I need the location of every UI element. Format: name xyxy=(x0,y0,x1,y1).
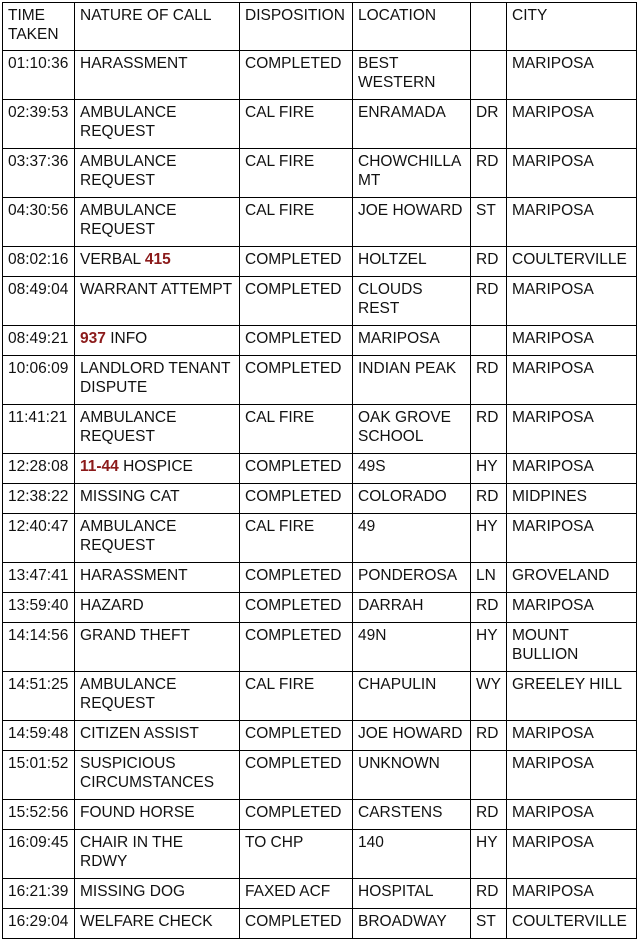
cell-suffix: WY xyxy=(471,672,507,721)
cell-disposition: CAL FIRE xyxy=(240,100,353,149)
cell-city: MARIPOSA xyxy=(507,100,637,149)
cell-location: CLOUDS REST xyxy=(353,277,471,326)
cell-time: 15:52:56 xyxy=(3,800,75,830)
cell-disposition: COMPLETED xyxy=(240,751,353,800)
cell-city: MARIPOSA xyxy=(507,879,637,909)
table-row xyxy=(3,672,637,721)
header-nature: NATURE OF CALL xyxy=(75,3,240,51)
table-row xyxy=(3,514,637,563)
cell-nature xyxy=(75,623,240,672)
cell-city: COULTERVILLE xyxy=(507,247,637,277)
nature-text: AMBULANCE REQUEST xyxy=(80,202,177,238)
nature-text: CHAIR IN THE RDWY xyxy=(80,834,184,870)
cell-disposition: COMPLETED xyxy=(240,484,353,514)
cell-time: 16:29:04 xyxy=(3,909,75,939)
cell-suffix: RD xyxy=(471,721,507,751)
header-suffix xyxy=(471,3,507,51)
nature-text: VERBAL xyxy=(80,251,141,268)
cell-city: MARIPOSA xyxy=(507,830,637,879)
cell-disposition: CAL FIRE xyxy=(240,514,353,563)
cell-city: GROVELAND xyxy=(507,563,637,593)
cell-location: CHOWCHILLA MT xyxy=(353,149,471,198)
cell-suffix: RD xyxy=(471,356,507,405)
table-row xyxy=(3,484,637,514)
cell-disposition: COMPLETED xyxy=(240,563,353,593)
nature-text: MISSING CAT xyxy=(80,488,180,505)
cell-suffix: RD xyxy=(471,593,507,623)
cell-location: OAK GROVE SCHOOL xyxy=(353,405,471,454)
cell-location: 49N xyxy=(353,623,471,672)
cell-nature xyxy=(75,751,240,800)
cell-suffix: RD xyxy=(471,879,507,909)
cell-location: 49S xyxy=(353,454,471,484)
cell-nature xyxy=(75,51,240,100)
cell-location: INDIAN PEAK xyxy=(353,356,471,405)
cell-city: MARIPOSA xyxy=(507,51,637,100)
cell-suffix: RD xyxy=(471,247,507,277)
cell-nature xyxy=(75,830,240,879)
table-row xyxy=(3,277,637,326)
cell-location: 49 xyxy=(353,514,471,563)
cell-city: GREELEY HILL xyxy=(507,672,637,721)
call-log-body xyxy=(3,51,637,939)
table-row xyxy=(3,830,637,879)
cell-suffix xyxy=(471,751,507,800)
cell-nature xyxy=(75,247,240,277)
cell-time: 12:38:22 xyxy=(3,484,75,514)
table-row xyxy=(3,100,637,149)
cell-city: MARIPOSA xyxy=(507,326,637,356)
cell-time: 13:59:40 xyxy=(3,593,75,623)
cell-city: MARIPOSA xyxy=(507,454,637,484)
cell-location: DARRAH xyxy=(353,593,471,623)
header-city: CITY xyxy=(507,3,637,51)
cell-location: CARSTENS xyxy=(353,800,471,830)
cell-city: MARIPOSA xyxy=(507,751,637,800)
cell-nature xyxy=(75,800,240,830)
nature-text: GRAND THEFT xyxy=(80,627,190,644)
cell-nature xyxy=(75,405,240,454)
cell-city: MARIPOSA xyxy=(507,198,637,247)
cell-disposition: CAL FIRE xyxy=(240,672,353,721)
cell-disposition: COMPLETED xyxy=(240,356,353,405)
cell-suffix xyxy=(471,326,507,356)
nature-text: INFO xyxy=(110,330,148,347)
table-row xyxy=(3,623,637,672)
header-location: LOCATION xyxy=(353,3,471,51)
cell-time: 12:40:47 xyxy=(3,514,75,563)
nature-text: WARRANT ATTEMPT xyxy=(80,281,233,298)
cell-disposition: FAXED ACF xyxy=(240,879,353,909)
cell-nature xyxy=(75,326,240,356)
nature-text: HAZARD xyxy=(80,597,144,614)
nature-text: MISSING DOG xyxy=(80,883,186,900)
nature-text: AMBULANCE REQUEST xyxy=(80,104,177,140)
cell-city: MIDPINES xyxy=(507,484,637,514)
cell-location: COLORADO xyxy=(353,484,471,514)
cell-nature xyxy=(75,514,240,563)
cell-time: 13:47:41 xyxy=(3,563,75,593)
header-row xyxy=(3,3,637,51)
nature-text: SUSPICIOUS CIRCUMSTANCES xyxy=(80,755,215,791)
cell-suffix: HY xyxy=(471,514,507,563)
cell-city: COULTERVILLE xyxy=(507,909,637,939)
cell-location: JOE HOWARD xyxy=(353,721,471,751)
cell-nature xyxy=(75,198,240,247)
cell-time: 01:10:36 xyxy=(3,51,75,100)
cell-time: 14:59:48 xyxy=(3,721,75,751)
cell-nature xyxy=(75,356,240,405)
cell-time: 08:02:16 xyxy=(3,247,75,277)
cell-city: MOUNT BULLION xyxy=(507,623,637,672)
call-code: 11-44 xyxy=(80,458,119,475)
call-code: 937 xyxy=(80,330,106,347)
table-row xyxy=(3,751,637,800)
cell-disposition: COMPLETED xyxy=(240,623,353,672)
cell-city: MARIPOSA xyxy=(507,721,637,751)
table-row xyxy=(3,149,637,198)
cell-disposition: TO CHP xyxy=(240,830,353,879)
cell-nature xyxy=(75,909,240,939)
cell-time: 16:09:45 xyxy=(3,830,75,879)
table-row xyxy=(3,879,637,909)
nature-text: HOSPICE xyxy=(123,458,193,475)
cell-suffix: ST xyxy=(471,198,507,247)
cell-nature xyxy=(75,879,240,909)
nature-text: AMBULANCE REQUEST xyxy=(80,676,177,712)
table-row xyxy=(3,326,637,356)
cell-location: MARIPOSA xyxy=(353,326,471,356)
table-row xyxy=(3,51,637,100)
cell-city: MARIPOSA xyxy=(507,277,637,326)
cell-nature xyxy=(75,484,240,514)
table-row xyxy=(3,405,637,454)
header-time: TIME TAKEN xyxy=(3,3,75,51)
table-row xyxy=(3,800,637,830)
cell-suffix: HY xyxy=(471,623,507,672)
cell-city: MARIPOSA xyxy=(507,800,637,830)
cell-suffix: RD xyxy=(471,800,507,830)
cell-time: 15:01:52 xyxy=(3,751,75,800)
cell-disposition: COMPLETED xyxy=(240,326,353,356)
cell-time: 16:21:39 xyxy=(3,879,75,909)
cell-suffix: ST xyxy=(471,909,507,939)
nature-text: AMBULANCE REQUEST xyxy=(80,153,177,189)
cell-location: HOLTZEL xyxy=(353,247,471,277)
cell-location: BEST WESTERN xyxy=(353,51,471,100)
cell-suffix: RD xyxy=(471,277,507,326)
cell-time: 02:39:53 xyxy=(3,100,75,149)
cell-city: MARIPOSA xyxy=(507,356,637,405)
cell-suffix: LN xyxy=(471,563,507,593)
cell-location: CHAPULIN xyxy=(353,672,471,721)
cell-location: JOE HOWARD xyxy=(353,198,471,247)
cell-time: 04:30:56 xyxy=(3,198,75,247)
cell-disposition: COMPLETED xyxy=(240,247,353,277)
nature-text: CITIZEN ASSIST xyxy=(80,725,199,742)
cell-location: UNKNOWN xyxy=(353,751,471,800)
cell-disposition: COMPLETED xyxy=(240,51,353,100)
nature-text: FOUND HORSE xyxy=(80,804,195,821)
cell-suffix xyxy=(471,51,507,100)
cell-nature xyxy=(75,593,240,623)
cell-suffix: RD xyxy=(471,405,507,454)
cell-nature xyxy=(75,149,240,198)
cell-time: 10:06:09 xyxy=(3,356,75,405)
cell-disposition: COMPLETED xyxy=(240,277,353,326)
cell-nature xyxy=(75,672,240,721)
cell-location: PONDEROSA xyxy=(353,563,471,593)
table-row xyxy=(3,721,637,751)
cell-city: MARIPOSA xyxy=(507,514,637,563)
nature-text: LANDLORD TENANT DISPUTE xyxy=(80,360,231,396)
cell-location: HOSPITAL xyxy=(353,879,471,909)
cell-nature xyxy=(75,721,240,751)
cell-disposition: CAL FIRE xyxy=(240,405,353,454)
cell-disposition: COMPLETED xyxy=(240,909,353,939)
cell-time: 08:49:04 xyxy=(3,277,75,326)
cell-disposition: COMPLETED xyxy=(240,800,353,830)
table-row xyxy=(3,563,637,593)
cell-nature xyxy=(75,100,240,149)
table-row xyxy=(3,247,637,277)
cell-city: MARIPOSA xyxy=(507,405,637,454)
call-log-table xyxy=(2,2,637,939)
cell-suffix: DR xyxy=(471,100,507,149)
cell-location: 140 xyxy=(353,830,471,879)
table-row xyxy=(3,909,637,939)
cell-suffix: HY xyxy=(471,830,507,879)
cell-city: MARIPOSA xyxy=(507,149,637,198)
cell-time: 11:41:21 xyxy=(3,405,75,454)
cell-time: 03:37:36 xyxy=(3,149,75,198)
cell-nature xyxy=(75,563,240,593)
cell-location: ENRAMADA xyxy=(353,100,471,149)
cell-city: MARIPOSA xyxy=(507,593,637,623)
cell-disposition: COMPLETED xyxy=(240,454,353,484)
table-row xyxy=(3,593,637,623)
cell-disposition: CAL FIRE xyxy=(240,149,353,198)
nature-text: AMBULANCE REQUEST xyxy=(80,409,177,445)
nature-text: HARASSMENT xyxy=(80,55,188,72)
cell-disposition: COMPLETED xyxy=(240,593,353,623)
cell-time: 14:14:56 xyxy=(3,623,75,672)
call-code: 415 xyxy=(144,251,171,268)
cell-disposition: CAL FIRE xyxy=(240,198,353,247)
nature-text: HARASSMENT xyxy=(80,567,188,584)
cell-suffix: HY xyxy=(471,454,507,484)
cell-disposition: COMPLETED xyxy=(240,721,353,751)
table-row xyxy=(3,356,637,405)
cell-nature xyxy=(75,277,240,326)
cell-suffix: RD xyxy=(471,149,507,198)
nature-text: AMBULANCE REQUEST xyxy=(80,518,177,554)
table-row xyxy=(3,198,637,247)
nature-text: WELFARE CHECK xyxy=(80,913,213,930)
cell-time: 08:49:21 xyxy=(3,326,75,356)
cell-suffix: RD xyxy=(471,484,507,514)
cell-time: 12:28:08 xyxy=(3,454,75,484)
header-disposition: DISPOSITION xyxy=(240,3,353,51)
cell-nature xyxy=(75,454,240,484)
cell-location: BROADWAY xyxy=(353,909,471,939)
cell-time: 14:51:25 xyxy=(3,672,75,721)
table-row xyxy=(3,454,637,484)
